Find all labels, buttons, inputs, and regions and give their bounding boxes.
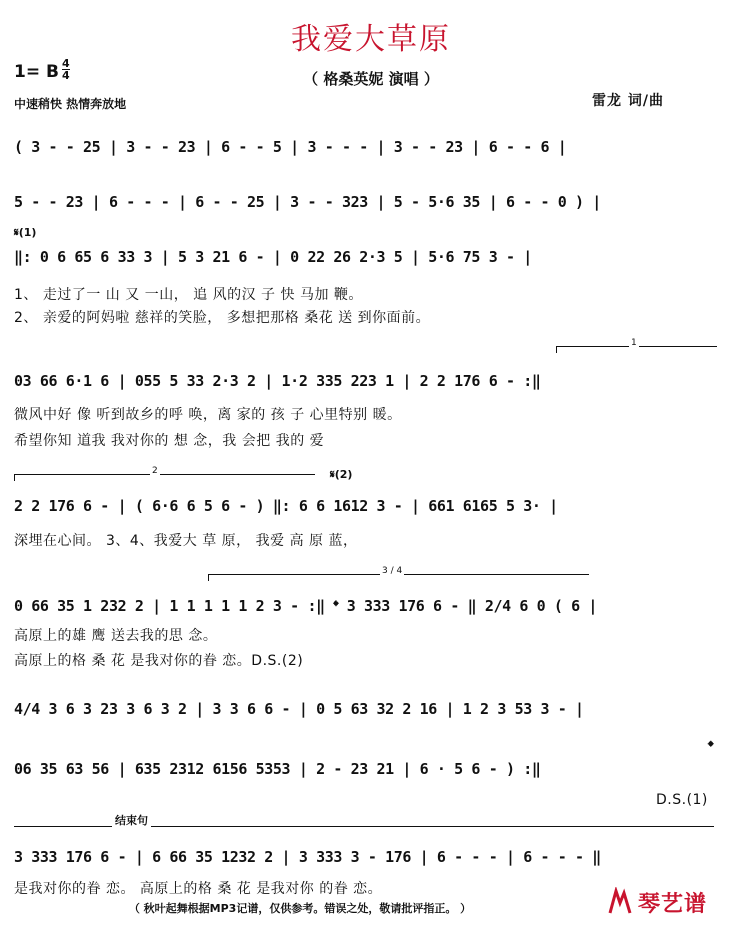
lyric-line: 深埋在心间。 3、4、我爱大 草 原， 我爱 高 原 蓝， <box>14 533 358 549</box>
notation-row-2: 5 - - 23 | 6 - - - | 6 - - 25 | 3 - - 323 | 5 - 5·6 35 | 6 - - 0 ) | <box>14 193 601 211</box>
notation-row-6: 0 66 35 1 232 2 | 1 1 1 1 1 2 3 - :‖ 𝄌 3 333 176 6 - ‖ 2/4 6 0 ( 6 | <box>14 597 598 615</box>
coda-icon: 𝄌 <box>708 737 714 756</box>
time-signature <box>62 58 70 81</box>
lyric-line: 高原上的雄 鹰 送去我的思 念。 <box>14 628 218 644</box>
volta-bracket-2 <box>14 466 315 481</box>
lyric-line: 希望你知 道我 我对你的 想 念，我 会把 我的 爱 <box>14 433 325 449</box>
notation-row-7: 4/4 3 6 3 23 3 6 3 2 | 3 3 6 6 - | 0 5 63 32 2 16 | 1 2 3 53 3 - | <box>14 700 584 718</box>
lyric-line: 2、 亲爱的阿妈啦 慈祥的笑脸， 多想把那格 桑花 送 到你面前。 <box>14 310 431 326</box>
notation-row-4: 03 66 6·1 6 | 055 5 33 2·3 2 | 1·2 335 223 1 | 2 2 176 6 - :‖ <box>14 372 541 390</box>
ending-label: 结束句 <box>112 812 151 828</box>
lyric-line: 是我对你的眷 恋。 高原上的格 桑 花 是我对你 的眷 恋。 <box>14 881 383 897</box>
singer-credit: （ 格桑英妮 演唱 ） <box>303 70 439 88</box>
segno-mark-1: 𝄋(1) <box>14 226 37 239</box>
ds-marking: D.S.(1) <box>656 792 708 808</box>
footer-note: （ 秋叶起舞根据MP3记谱，仅供参考。错误之处，敬请批评指正。 ） <box>128 902 472 915</box>
segno-mark-2: 𝄋(2) <box>330 468 353 481</box>
time-top: 4 <box>62 57 70 70</box>
lyric-line: 高原上的格 桑 花 是我对你的眷 恋。D.S.(2) <box>14 653 304 669</box>
key-signature: 1= B <box>14 62 59 82</box>
lyric-line: 微风中好 像 听到故乡的呼 唤，离 家的 孩 子 心里特别 暖。 <box>14 407 402 423</box>
composer-credit: 雷龙 词/曲 <box>592 93 664 109</box>
volta-label: 1 <box>631 338 637 348</box>
notation-row-9: 3 333 176 6 - | 6 66 35 1232 2 | 3 333 3 - 176 | 6 - - - | 6 - - - ‖ <box>14 848 601 866</box>
notation-row-3: ‖: 0 6 65 6 33 3 | 5 3 21 6 - | 0 22 26 2·3 5 | 5·6 75 3 - | <box>14 248 532 266</box>
volta-bracket-3-4 <box>208 566 589 581</box>
volta-bracket-1 <box>556 338 717 353</box>
lyric-line: 1、 走过了一 山 又 一山， 追 风的汉 子 快 马加 鞭。 <box>14 287 363 303</box>
notation-row-1: ( 3 - - 25 | 3 - - 23 | 6 - - 5 | 3 - - - | 3 - - 23 | 6 - - 6 | <box>14 138 567 156</box>
notation-row-8: 06 35 63 56 | 635 2312 6156 5353 | 2 - 23 21 | 6 · 5 6 - ) :‖ <box>14 760 541 778</box>
volta-label: 3 / 4 <box>382 566 403 576</box>
volta-label: 2 <box>152 466 158 476</box>
page-title: 我爱大草原 <box>291 22 451 57</box>
logo-text: 琴艺谱 <box>638 891 708 917</box>
tempo-marking: 中速稍快 热情奔放地 <box>14 97 127 111</box>
notation-row-5: 2 2 176 6 - | ( 6·6 6 5 6 - ) ‖: 6 6 1612 3 - | 661 6165 5 3· | <box>14 497 558 515</box>
site-logo <box>606 882 736 922</box>
time-bottom: 4 <box>62 69 70 82</box>
music-logo-icon <box>606 887 634 917</box>
